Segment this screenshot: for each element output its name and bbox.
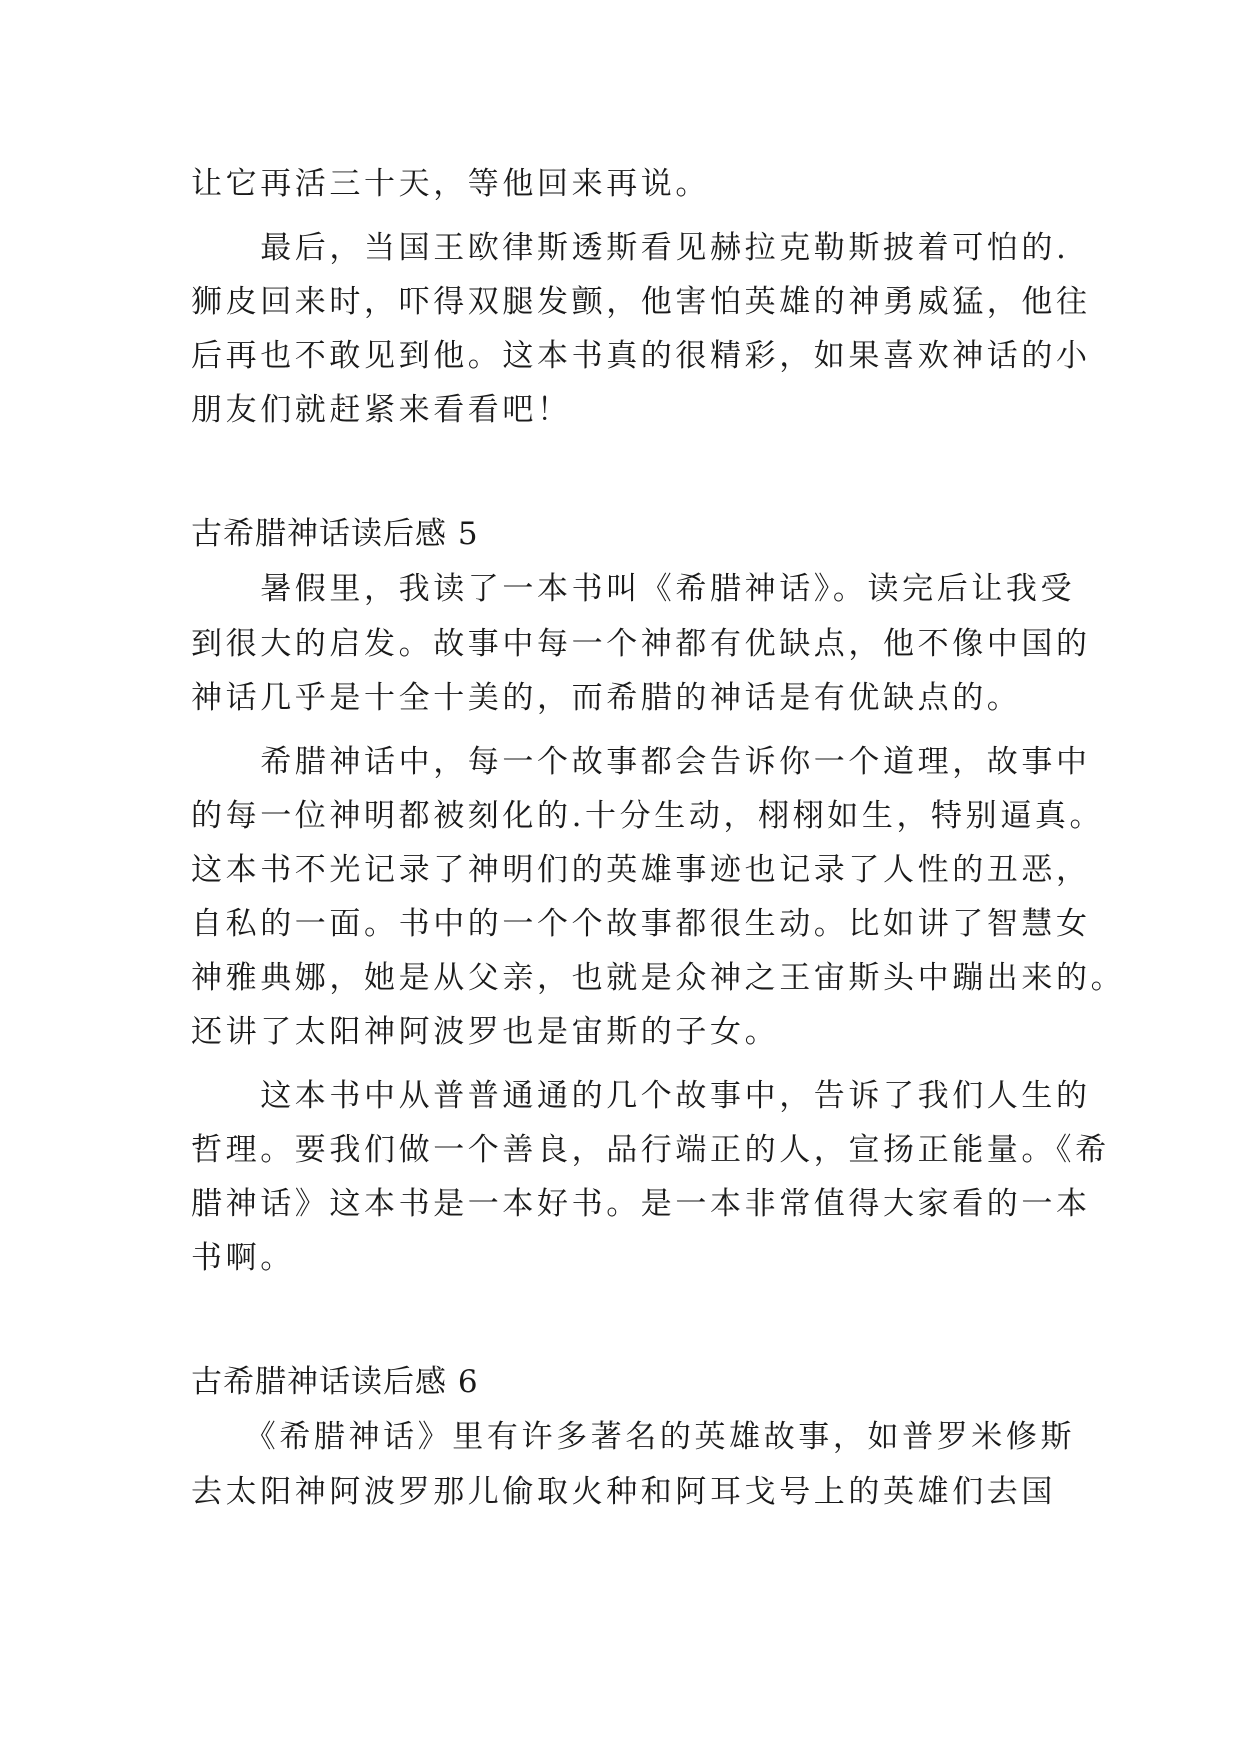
paragraph-line: 这本书中从普普通通的几个故事中，告诉了我们人生的	[191, 1078, 1091, 1114]
paragraph-line: 神雅典娜，她是从父亲，也就是众神之王宙斯头中蹦出来的。	[191, 960, 1126, 996]
paragraph-line: 希腊神话中，每一个故事都会告诉你一个道理，故事中	[191, 744, 1091, 780]
paragraph-line: 《希腊神话》里有许多著名的英雄故事，如普罗米修斯	[191, 1419, 1076, 1455]
paragraph-line: 自私的一面。书中的一个个故事都很生动。比如讲了智慧女	[191, 906, 1091, 942]
paragraph-line: 的每一位神明都被刻化的.十分生动，栩栩如生，特别逼真。	[191, 798, 1105, 834]
paragraph-line: 到很大的启发。故事中每一个神都有优缺点，他不像中国的	[191, 626, 1091, 662]
paragraph-line: 还讲了太阳神阿波罗也是宙斯的子女。	[191, 1014, 780, 1050]
paragraph-line: 这本书不光记录了神明们的英雄事迹也记录了人性的丑恶，	[191, 852, 1091, 888]
paragraph-line: 狮皮回来时，吓得双腿发颤，他害怕英雄的神勇威猛，他往	[191, 284, 1091, 320]
section-title: 古希腊神话读后感 6	[191, 1364, 479, 1400]
paragraph-line: 神话几乎是十全十美的，而希腊的神话是有优缺点的。	[191, 680, 1022, 716]
paragraph-line: 书啊。	[191, 1240, 295, 1276]
paragraph-line: 让它再活三十天，等他回来再说。	[191, 166, 710, 202]
paragraph-line: 去太阳神阿波罗那儿偷取火种和阿耳戈号上的英雄们去国	[191, 1474, 1056, 1510]
paragraph-line: 最后，当国王欧律斯透斯看见赫拉克勒斯披着可怕的.	[191, 230, 1070, 266]
paragraph-line: 腊神话》这本书是一本好书。是一本非常值得大家看的一本	[191, 1186, 1091, 1222]
paragraph-line: 后再也不敢见到他。这本书真的很精彩，如果喜欢神话的小	[191, 338, 1091, 374]
paragraph-line: 朋友们就赶紧来看看吧！	[191, 392, 572, 428]
paragraph-line: 暑假里，我读了一本书叫《希腊神话》。读完后让我受	[191, 571, 1076, 607]
paragraph-line: 哲理。要我们做一个善良，品行端正的人，宣扬正能量。《希	[191, 1132, 1110, 1168]
section-title: 古希腊神话读后感 5	[191, 516, 479, 552]
